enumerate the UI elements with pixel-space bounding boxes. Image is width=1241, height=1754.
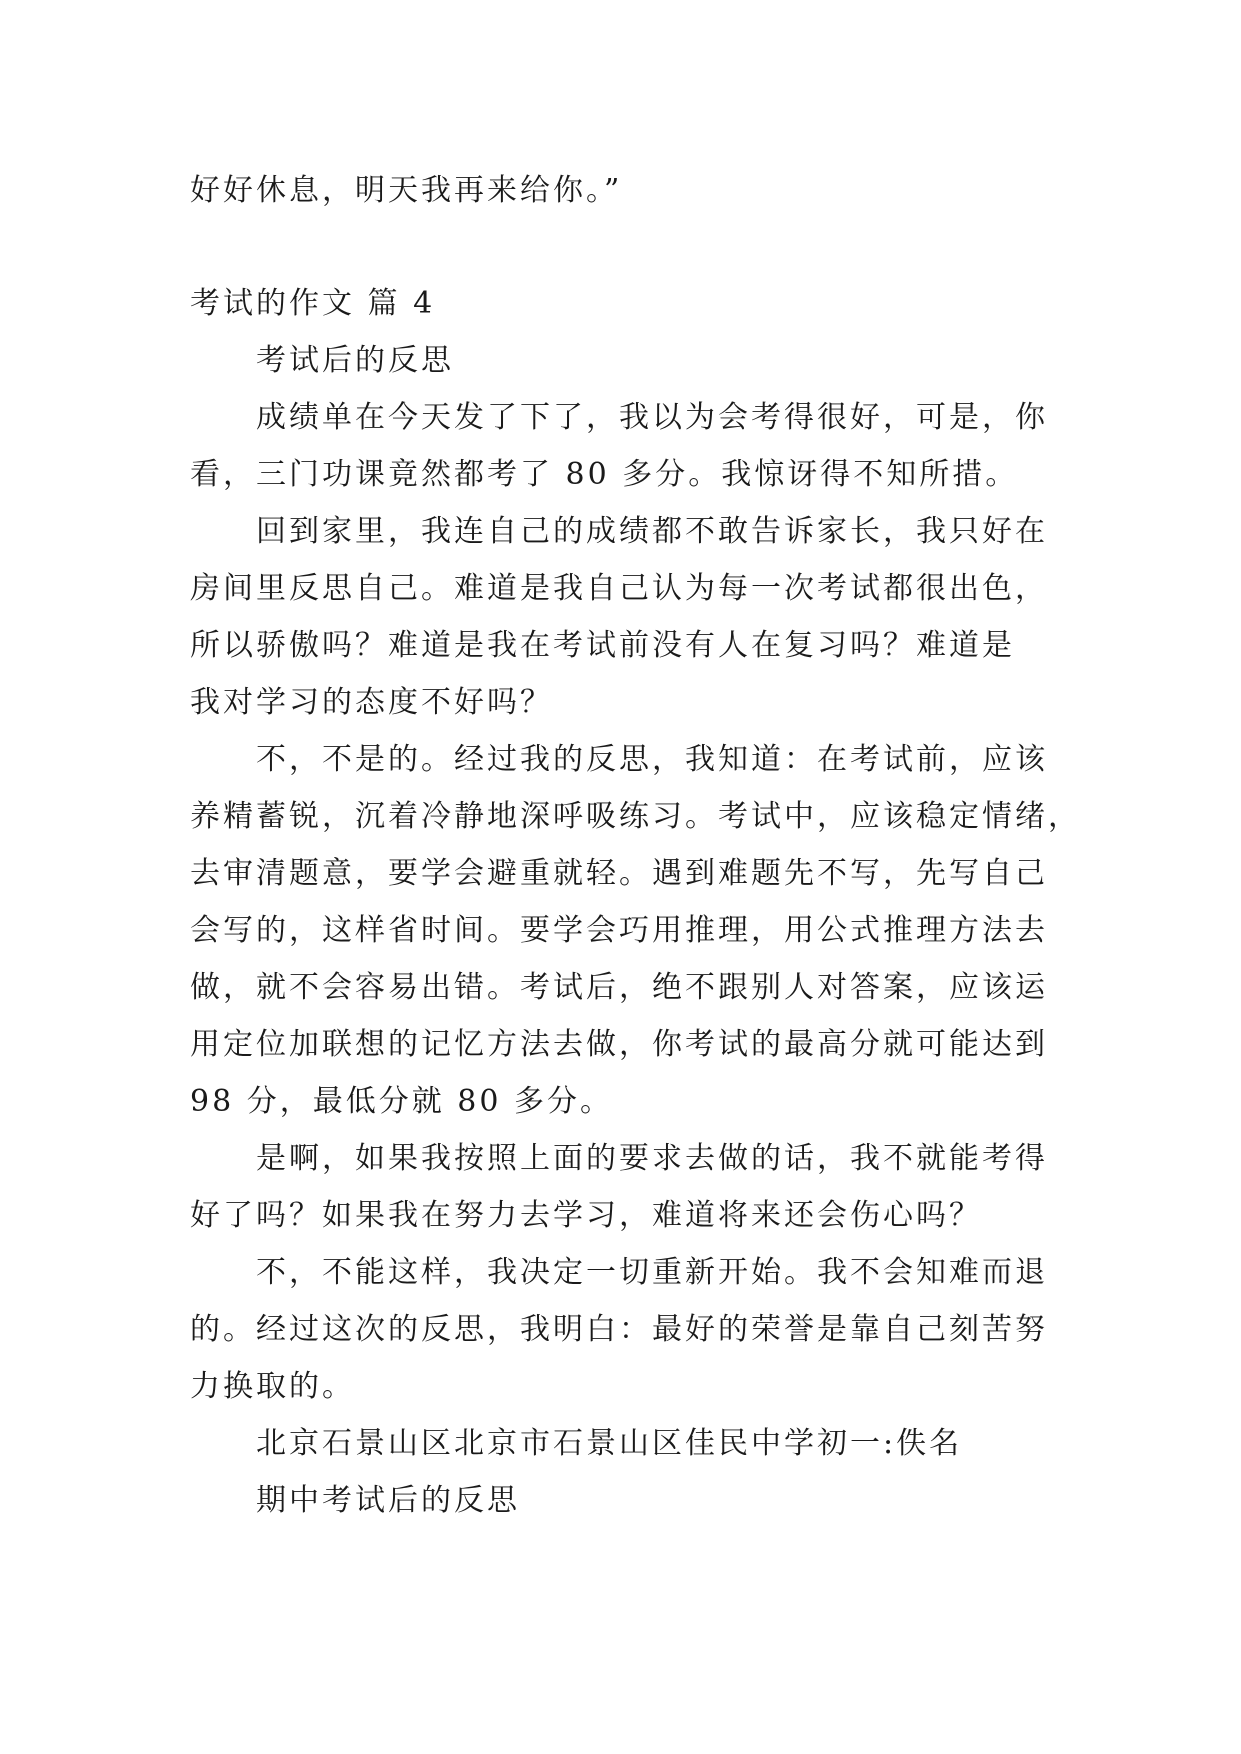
paragraph-line: 做，就不会容易出错。考试后，绝不跟别人对答案，应该运 <box>190 970 1048 1005</box>
paragraph-line: 看，三门功课竟然都考了 80 多分。我惊讶得不知所措。 <box>190 457 1019 492</box>
paragraph-line: 养精蓄锐，沉着冷静地深呼吸练习。考试中，应该稳定情绪， <box>190 799 1081 834</box>
paragraph-4 <box>190 1130 1050 1244</box>
paragraph-line: 98 分，最低分就 80 多分。 <box>190 1084 613 1119</box>
section-heading: 考试的作文 篇 4 <box>190 286 436 321</box>
paragraph-3 <box>190 731 1081 1130</box>
paragraph-line: 去审清题意，要学会避重就轻。遇到难题先不写，先写自己 <box>190 856 1048 891</box>
paragraph-2 <box>190 503 1050 731</box>
continued-text-line: 好好休息，明天我再来给你。” <box>190 173 623 208</box>
paragraph-line: 的。经过这次的反思，我明白：最好的荣誉是靠自己刻苦努 <box>190 1312 1048 1347</box>
author-line: 北京石景山区北京市石景山区佳民中学初一:佚名 <box>256 1426 963 1461</box>
paragraph-line: 用定位加联想的记忆方法去做，你考试的最高分就可能达到 <box>190 1027 1048 1062</box>
paragraph-line: 所以骄傲吗？难道是我在考试前没有人在复习吗？难道是 <box>190 628 1015 663</box>
paragraph-line: 力换取的。 <box>190 1369 355 1404</box>
paragraph-line: 回到家里，我连自己的成绩都不敢告诉家长，我只好在 <box>256 514 1048 549</box>
paragraph-1 <box>190 389 1050 503</box>
paragraph-line: 好了吗？如果我在努力去学习，难道将来还会伤心吗？ <box>190 1198 982 1233</box>
paragraph-line: 我对学习的态度不好吗？ <box>190 685 553 720</box>
article-title: 考试后的反思 <box>256 343 454 378</box>
paragraph-line: 房间里反思自己。难道是我自己认为每一次考试都很出色， <box>190 571 1048 606</box>
paragraph-5 <box>190 1244 1050 1415</box>
paragraph-line: 会写的，这样省时间。要学会巧用推理，用公式推理方法去 <box>190 913 1048 948</box>
paragraph-line: 不，不能这样，我决定一切重新开始。我不会知难而退 <box>256 1255 1048 1290</box>
document-body <box>190 162 1081 1529</box>
paragraph-line: 是啊，如果我按照上面的要求去做的话，我不就能考得 <box>256 1141 1048 1176</box>
next-article-title: 期中考试后的反思 <box>256 1483 520 1518</box>
paragraph-line: 成绩单在今天发了下了，我以为会考得很好，可是，你 <box>256 400 1048 435</box>
paragraph-line: 不，不是的。经过我的反思，我知道：在考试前，应该 <box>256 742 1048 777</box>
